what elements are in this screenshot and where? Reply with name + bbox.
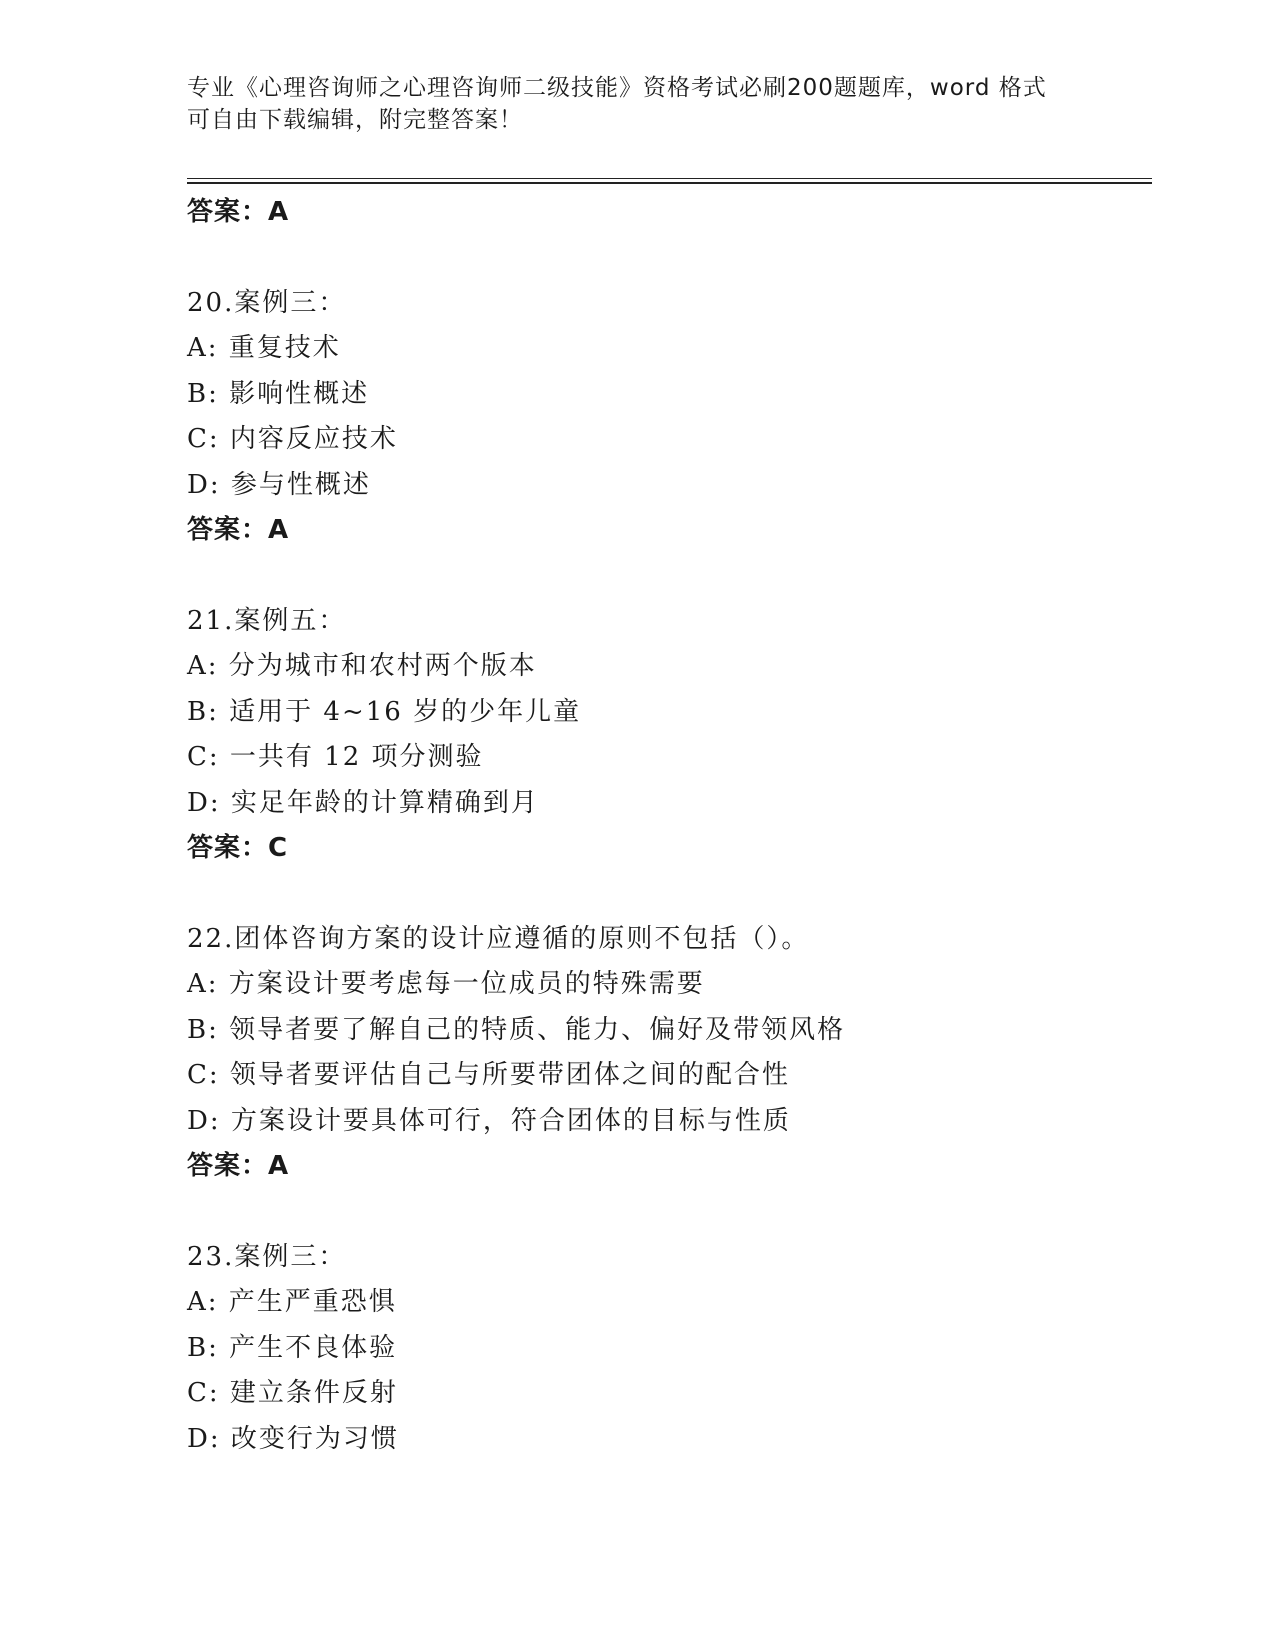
option-a: A: 重复技术 (187, 333, 341, 363)
option-d: D: 改变行为习惯 (187, 1423, 399, 1454)
answer-line: 答案：C (187, 833, 289, 863)
option-c: C: 一共有 12 项分测验 (187, 742, 484, 772)
question-23 (187, 1235, 1147, 1463)
spacer (187, 872, 1147, 917)
question-stem: 22.团体咨询方案的设计应遵循的原则不包括（）。 (187, 923, 810, 954)
answer-line: 答案：A (187, 515, 290, 545)
question-22 (187, 917, 1147, 1190)
header-rule-thin (187, 178, 1152, 179)
question-21 (187, 599, 1147, 872)
question-list (187, 190, 1147, 1462)
option-c: C: 建立条件反射 (187, 1378, 398, 1408)
header-rule-thick (187, 182, 1152, 184)
question-stem: 20.案例三： (187, 287, 347, 318)
option-c: C: 内容反应技术 (187, 424, 398, 454)
header-title-line-2: 可自由下载编辑，附完整答案！ (187, 107, 523, 133)
option-c: C: 领导者要评估自己与所要带团体之间的配合性 (187, 1060, 790, 1090)
option-b: B: 适用于 4~16 岁的少年儿童 (187, 696, 582, 727)
option-d: D: 实足年龄的计算精确到月 (187, 787, 539, 818)
page-header (187, 72, 1087, 136)
option-b: B: 领导者要了解自己的特质、能力、偏好及带领风格 (187, 1014, 846, 1045)
answer-line: 答案：A (187, 1151, 290, 1181)
spacer (187, 1190, 1147, 1235)
option-a: A: 产生严重恐惧 (187, 1287, 397, 1317)
option-b: B: 影响性概述 (187, 378, 370, 409)
option-d: D: 方案设计要具体可行，符合团体的目标与性质 (187, 1105, 791, 1136)
previous-answer: 答案：A (187, 197, 290, 227)
option-d: D: 参与性概述 (187, 469, 371, 500)
question-stem: 23.案例三： (187, 1241, 347, 1272)
spacer (187, 554, 1147, 599)
header-title-line-1: 专业《心理咨询师之心理咨询师二级技能》资格考试必刷200题题库，word 格式 (187, 75, 1047, 101)
question-20 (187, 281, 1147, 554)
option-a: A: 方案设计要考虑每一位成员的特殊需要 (187, 969, 705, 999)
option-b: B: 产生不良体验 (187, 1332, 398, 1363)
question-stem: 21.案例五： (187, 605, 347, 636)
spacer (187, 236, 1147, 281)
option-a: A: 分为城市和农村两个版本 (187, 651, 537, 681)
